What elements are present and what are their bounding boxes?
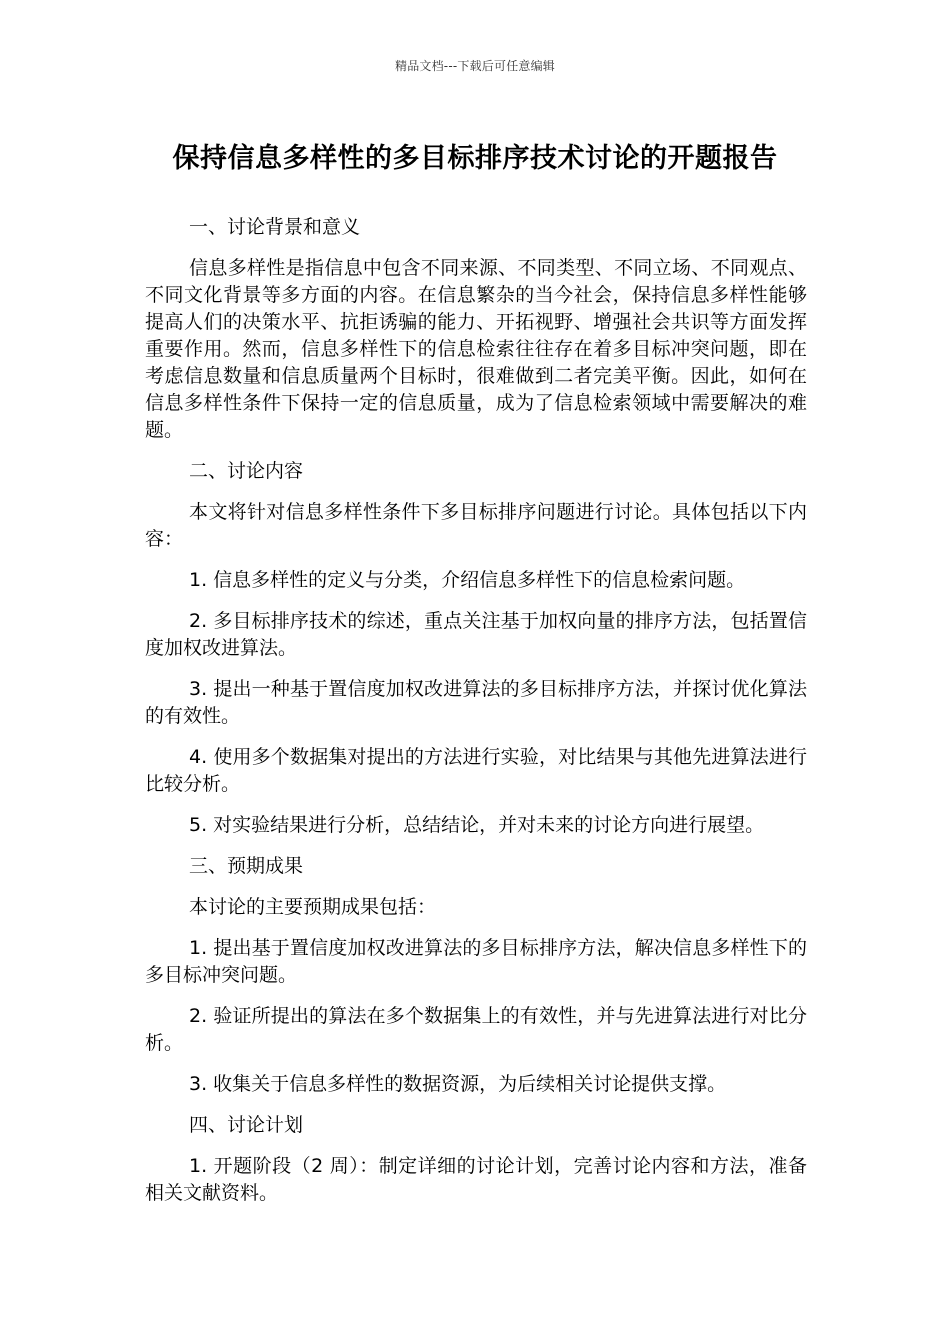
header-note: 精品文档---下载后可任意编辑 <box>395 59 555 73</box>
list-item-content-4: 4. 使用多个数据集对提出的方法进行实验，对比结果与其他先进算法进行比较分析。 <box>145 746 807 795</box>
section-heading-plan: 四、讨论计划 <box>189 1114 304 1136</box>
list-item-content-3: 3. 提出一种基于置信度加权改进算法的多目标排序方法，并探讨优化算法的有效性。 <box>145 678 807 727</box>
list-item-outcome-2: 2. 验证所提出的算法在多个数据集上的有效性，并与先进算法进行对比分析。 <box>145 1005 807 1054</box>
document-body <box>145 214 807 1221</box>
list-item-plan-1: 1. 开题阶段（2 周）：制定详细的讨论计划，完善讨论内容和方法，准备相关文献资料。 <box>145 1155 807 1204</box>
list-item-content-2: 2. 多目标排序技术的综述，重点关注基于加权向量的排序方法，包括置信度加权改进算法。 <box>145 610 807 659</box>
paragraph-outcomes-intro: 本讨论的主要预期成果包括： <box>189 896 437 918</box>
document-title: 保持信息多样性的多目标排序技术讨论的开题报告 <box>172 143 778 174</box>
list-item-outcome-3: 3. 收集关于信息多样性的数据资源，为后续相关讨论提供支撑。 <box>189 1073 727 1095</box>
list-item-content-1: 1. 信息多样性的定义与分类，介绍信息多样性下的信息检索问题。 <box>189 569 746 591</box>
list-item-content-5: 5. 对实验结果进行分析，总结结论，并对未来的讨论方向进行展望。 <box>189 814 765 836</box>
section-heading-content: 二、讨论内容 <box>189 460 304 482</box>
paragraph-content-intro: 本文将针对信息多样性条件下多目标排序问题进行讨论。具体包括以下内容： <box>145 501 807 550</box>
section-heading-outcomes: 三、预期成果 <box>189 855 304 877</box>
list-item-outcome-1: 1. 提出基于置信度加权改进算法的多目标排序方法，解决信息多样性下的多目标冲突问题。 <box>145 937 807 986</box>
paragraph-background: 信息多样性是指信息中包含不同来源、不同类型、不同立场、不同观点、不同文化背景等多方面的内容。在信息繁杂的当今社会，保持信息多样性能够提高人们的决策水平、抗拒诱骗的能力、开拓视野、增强社会共识等方面发挥重要作用。然而，信息多样性下的信息检索往往存在着多目标冲突问题，即在考虑信息数量和信息质量两个目标时，很难做到二者完美平衡。因此，如何在信息多样性条件下保持一定的信息质量，成为了信息检索领域中需要解决的难题。 <box>145 257 807 441</box>
section-heading-background: 一、讨论背景和意义 <box>189 216 361 238</box>
